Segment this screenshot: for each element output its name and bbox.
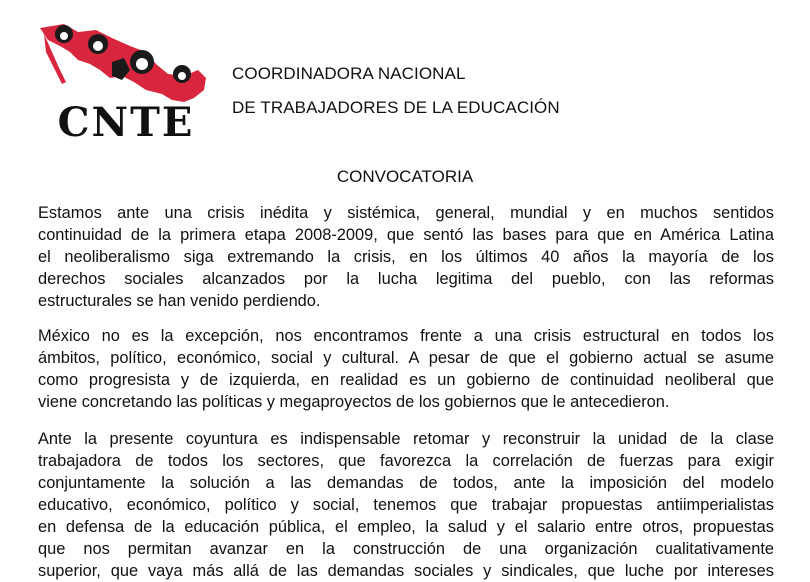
document-title: CONVOCATORIA [336,167,474,186]
paragraph-line: derechos sociales alcanzados por la lucha legitima del pueblo, con las reformas [38,270,774,288]
cnte-logo-graphic [34,18,218,140]
paragraph-line: que nos permitan avanzar en la construcción de una organización cualitativamente [38,540,774,558]
paragraph-line: el neoliberalismo siga extremando la crisis, en los últimos 40 años la mayoría de los [38,248,774,266]
paragraph-line: superior, que vaya más allá de las demandas sociales y sindicales, que luche por intereses [38,562,774,580]
paragraph-1 [38,202,774,312]
paragraph-line: como progresista y de izquierda, en realidad es un gobierno de continuidad neoliberal que [38,371,774,389]
org-name-line-1: COORDINADORA NACIONAL [232,64,466,83]
paragraph-line: ámbitos, político, económico, social y cultural. A pesar de que el gobierno actual se asume [38,349,774,367]
paragraph-line: estructurales se han venido perdiendo. [38,292,321,310]
paragraph-line: viene concretando las políticas y megaproyectos de los gobiernos que le antecedieron. [38,393,670,411]
org-name-line-2: DE TRABAJADORES DE LA EDUCACIÓN [232,98,560,117]
paragraph-3 [38,428,774,582]
paragraph-line: educativo, económico, político y social, tenemos que trabajar propuestas antiimperialistas [38,496,774,514]
paragraph-line: trabajadora de todos los sectores, que favorezca la correlación de fuerzas para exigir [38,452,774,470]
paragraph-line: en defensa de la educación pública, el empleo, la salud y el salario entre otros, propuestas [38,518,774,536]
paragraph-2 [38,325,774,413]
logo-wordmark: CNTE [57,99,195,140]
paragraph-line: Estamos ante una crisis inédita y sistémica, general, mundial y en muchos sentidos [38,204,774,222]
cnte-logo [34,18,218,140]
paragraph-line: conjuntamente la solución a las demandas de todos, ante la imposición del modelo [38,474,774,492]
paragraph-line: México no es la excepción, nos encontramos frente a una crisis estructural en todos los [38,327,774,345]
paragraph-line: continuidad de la primera etapa 2008-2009, que sentó las bases para que en América Latina [38,226,774,244]
paragraph-line: Ante la presente coyuntura es indispensable retomar y reconstruir la unidad de la clase [38,430,774,448]
